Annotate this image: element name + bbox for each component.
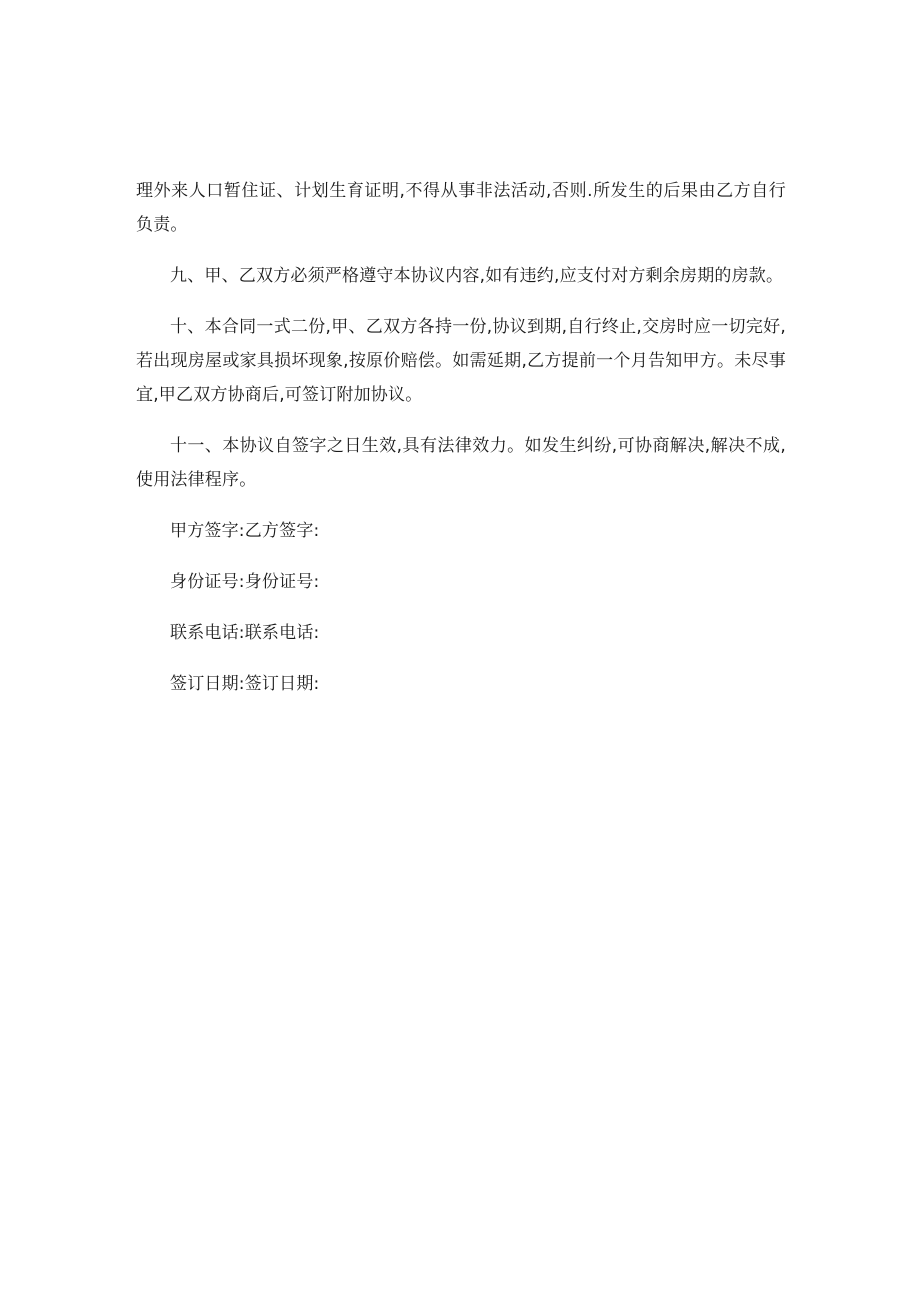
signature-block	[136, 514, 786, 701]
clause-ten: 十、本合同一式二份,甲、乙双方各持一份,协议到期,自行终止,交房时应一切完好,若出现房屋或家具损坏现象,按原价赔偿。如需延期,乙方提前一个月告知甲方。未尽事宜,甲乙双方协商后,可签订附加协议。	[136, 317, 786, 405]
clause-nine: 九、甲、乙双方必须严格遵守本协议内容,如有违约,应支付对方剩余房期的房款。	[170, 266, 784, 286]
signature-line-phone: 联系电话:联系电话:	[170, 623, 320, 643]
signature-line-id: 身份证号:身份证号:	[170, 572, 320, 592]
paragraph-continuation: 理外来人口暂住证、计划生育证明,不得从事非法活动,否则.所发生的后果由乙方自行负责。	[136, 181, 786, 235]
signature-line-party: 甲方签字:乙方签字:	[170, 521, 320, 541]
document-body	[136, 174, 786, 701]
signature-line-date: 签订日期:签订日期:	[170, 674, 320, 694]
clause-eleven: 十一、本协议自签字之日生效,具有法律效力。如发生纠纷,可协商解决,解决不成,使用法律程序。	[136, 436, 786, 490]
